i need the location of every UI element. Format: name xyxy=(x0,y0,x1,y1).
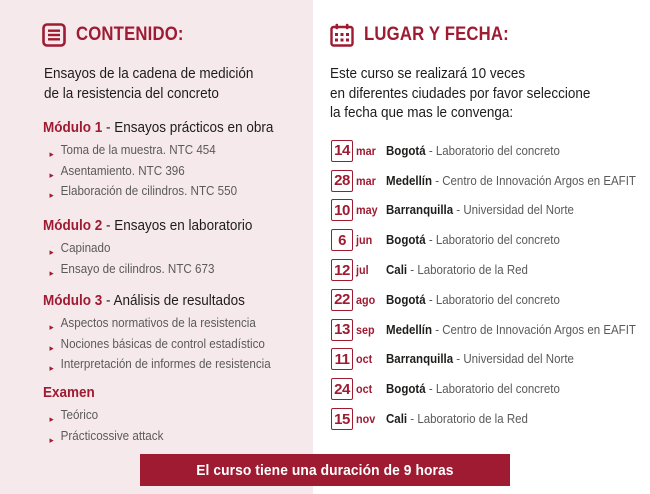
duration-banner xyxy=(140,454,510,486)
session-city: Barranquilla xyxy=(386,352,454,367)
date-day: 11 xyxy=(331,348,353,370)
session-location xyxy=(386,203,574,217)
date-month: jun xyxy=(356,233,373,248)
list-item xyxy=(43,181,281,202)
intro-line: Este curso se realizará 10 veces xyxy=(330,65,526,82)
session-separator: - xyxy=(425,233,436,248)
module-name: Ensayos prácticos en obra xyxy=(114,119,274,136)
schedule-header xyxy=(330,23,529,47)
session-separator: - xyxy=(453,352,464,367)
content-header xyxy=(42,23,198,47)
schedule-row xyxy=(331,404,650,434)
session-location xyxy=(386,293,560,307)
bullet-icon: ▸ xyxy=(49,267,54,278)
session-city: Bogotá xyxy=(386,143,426,158)
item-text: Interpretación de informes de resistencia xyxy=(60,357,271,371)
module-separator: - xyxy=(102,292,114,309)
module-items xyxy=(43,140,299,202)
schedule-list xyxy=(331,136,650,434)
module-exam xyxy=(43,384,172,446)
intro-line: la fecha que mas le convenga: xyxy=(330,104,514,121)
date-month: sep xyxy=(356,322,375,337)
schedule-row xyxy=(331,255,650,285)
session-city: Cali xyxy=(386,263,408,278)
module-title xyxy=(43,384,160,402)
session-separator: - xyxy=(432,322,443,337)
list-item xyxy=(43,354,271,375)
bullet-icon: ▸ xyxy=(49,169,54,180)
date-day: 15 xyxy=(331,408,353,430)
session-separator: - xyxy=(453,203,464,218)
session-city: Cali xyxy=(386,412,408,427)
item-text: Elaboración de cilindros. NTC 550 xyxy=(60,184,238,198)
content-header-title: CONTENIDO: xyxy=(76,24,184,45)
session-venue: Laboratorio del concreto xyxy=(435,382,560,397)
schedule-row xyxy=(331,345,650,375)
item-text: Asentamiento. NTC 396 xyxy=(60,163,185,178)
list-item xyxy=(43,161,281,182)
module-items xyxy=(43,313,288,375)
list-item xyxy=(43,259,259,280)
list-item xyxy=(43,238,259,259)
session-venue: Laboratorio del concreto xyxy=(435,233,560,248)
session-separator: - xyxy=(432,173,443,188)
module-items xyxy=(43,405,172,446)
session-location xyxy=(386,144,560,158)
date-day: 6 xyxy=(331,229,353,251)
schedule-header-title: LUGAR Y FECHA: xyxy=(364,24,509,45)
list-item xyxy=(43,405,163,426)
session-separator: - xyxy=(407,412,418,427)
session-location xyxy=(386,382,560,396)
bullet-icon: ▸ xyxy=(49,322,54,332)
session-separator: - xyxy=(425,292,436,307)
date-month: nov xyxy=(356,412,376,427)
schedule-row xyxy=(331,136,650,166)
duration-text: El curso tiene una duración de 9 horas xyxy=(196,461,454,479)
session-venue: Laboratorio de la Red xyxy=(417,412,528,427)
session-city: Barranquilla xyxy=(386,203,454,218)
module-number: Examen xyxy=(43,384,95,401)
module-name: Análisis de resultados xyxy=(113,292,245,309)
module-1 xyxy=(43,119,299,202)
schedule-row xyxy=(331,285,650,315)
bullet-icon: ▸ xyxy=(49,414,54,424)
date-day: 24 xyxy=(331,378,353,400)
module-number: Módulo 1 xyxy=(43,119,103,136)
session-venue: Laboratorio del concreto xyxy=(435,292,560,307)
item-text: Aspectos normativos de la resistencia xyxy=(60,316,256,330)
date-day: 28 xyxy=(331,170,353,192)
date-month: mar xyxy=(356,173,376,188)
bullet-icon: ▸ xyxy=(49,342,54,353)
bullet-icon: ▸ xyxy=(49,434,54,445)
course-title-line: de la resistencia del concreto xyxy=(44,85,219,102)
date-day: 12 xyxy=(331,259,353,281)
bullet-icon: ▸ xyxy=(49,247,54,257)
schedule-row xyxy=(331,225,650,255)
session-city: Medellín xyxy=(386,173,433,188)
module-separator: - xyxy=(102,217,115,234)
session-venue: Laboratorio de la Red xyxy=(417,263,528,278)
item-text: Capinado xyxy=(60,241,111,255)
session-venue: Universidad del Norte xyxy=(463,203,574,218)
session-separator: - xyxy=(425,143,436,158)
session-location xyxy=(386,323,636,337)
session-venue: Centro de Innovación Argos en EAFIT xyxy=(442,173,636,188)
module-title xyxy=(43,292,263,310)
session-separator: - xyxy=(407,263,418,278)
item-text: Ensayo de cilindros. NTC 673 xyxy=(60,261,215,276)
list-item xyxy=(43,313,271,334)
date-day: 10 xyxy=(331,199,353,221)
date-day: 22 xyxy=(331,289,353,311)
bullet-icon: ▸ xyxy=(49,363,54,373)
session-venue: Universidad del Norte xyxy=(463,352,574,367)
module-title xyxy=(43,119,273,137)
date-month: may xyxy=(356,203,378,218)
item-text: Prácticossive attack xyxy=(60,428,164,443)
date-month: ago xyxy=(356,292,376,307)
module-title xyxy=(43,217,252,235)
item-text: Nociones básicas de control estadístico xyxy=(60,336,265,351)
list-item xyxy=(43,334,271,355)
session-city: Bogotá xyxy=(386,382,426,397)
date-day: 14 xyxy=(331,140,353,162)
bullet-icon: ▸ xyxy=(49,149,54,159)
module-2 xyxy=(43,217,276,279)
intro-line: en diferentes ciudades por favor seleccione xyxy=(330,84,591,102)
date-month: mar xyxy=(356,143,376,158)
list-icon xyxy=(42,23,66,47)
session-location xyxy=(386,352,574,366)
session-location xyxy=(386,263,528,277)
module-items xyxy=(43,238,276,279)
session-city: Medellín xyxy=(386,322,433,337)
module-separator: - xyxy=(102,119,115,136)
bullet-icon: ▸ xyxy=(49,190,54,200)
module-number: Módulo 2 xyxy=(43,217,103,234)
session-city: Bogotá xyxy=(386,233,426,248)
schedule-row xyxy=(331,315,650,345)
module-name: Ensayos en laboratorio xyxy=(114,217,253,234)
list-item xyxy=(43,426,163,447)
item-text: Toma de la muestra. NTC 454 xyxy=(60,143,216,157)
session-venue: Laboratorio del concreto xyxy=(435,143,560,158)
course-title-line: Ensayos de la cadena de medición xyxy=(44,65,254,82)
schedule-row xyxy=(331,166,650,196)
course-title xyxy=(44,64,269,104)
session-location xyxy=(386,412,528,426)
date-month: jul xyxy=(356,263,369,278)
date-month: oct xyxy=(356,382,373,397)
calendar-icon xyxy=(330,23,354,47)
date-day: 13 xyxy=(331,319,353,341)
schedule-intro xyxy=(330,64,600,123)
item-text: Teórico xyxy=(60,408,99,422)
schedule-row xyxy=(331,196,650,226)
session-city: Bogotá xyxy=(386,292,426,307)
module-number: Módulo 3 xyxy=(43,292,103,309)
date-month: oct xyxy=(356,352,373,367)
session-location xyxy=(386,233,560,247)
module-3 xyxy=(43,292,288,375)
session-venue: Centro de Innovación Argos en EAFIT xyxy=(442,322,636,337)
list-item xyxy=(43,140,281,161)
schedule-row xyxy=(331,374,650,404)
session-location xyxy=(386,174,636,188)
session-separator: - xyxy=(425,382,436,397)
